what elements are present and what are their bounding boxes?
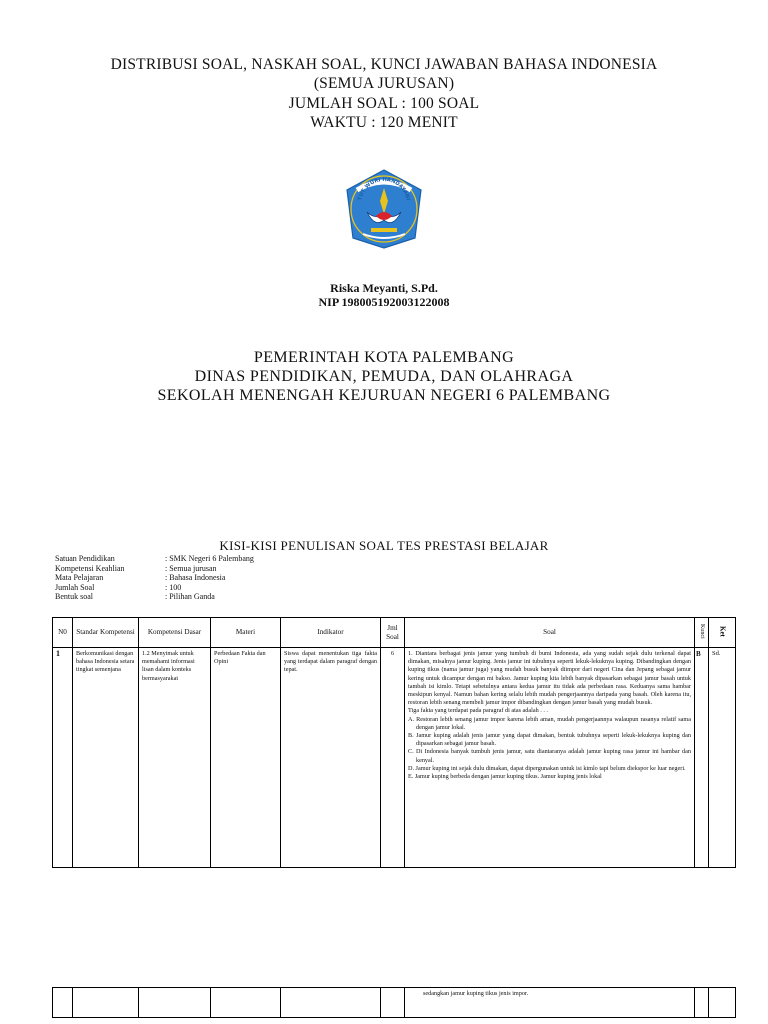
meta-value: : 100 (165, 582, 182, 592)
meta-value: : Semua jurusan (165, 563, 217, 573)
doc-title-line3: JUMLAH SOAL : 100 SOAL (288, 95, 480, 112)
cell-empty (709, 988, 736, 1018)
tut-wuri-handayani-logo (343, 168, 425, 250)
soal-option-d: D. Jamur kuping ini sejak dulu dimakan, dapat dipergunakan untuk isi kimlo tapi belum diekspor ke luar negeri. (408, 764, 686, 772)
cell-empty (381, 988, 405, 1018)
header-indikator: Indikator (281, 618, 381, 648)
header-soal: Soal (405, 618, 695, 648)
cell-ket: Sd. (709, 648, 736, 868)
meta-key: Kompetensi Keahlian (55, 563, 125, 573)
table-row (53, 988, 736, 1018)
cell-jml-soal: 6 (381, 648, 405, 868)
table-row (53, 648, 736, 868)
cell-empty (695, 988, 709, 1018)
soal-option-e: E. Jamur kuping berbeda dengan jamur kuping tikus. Jamur kuping jenis lokal (408, 773, 602, 781)
cell-no: 1 (53, 648, 73, 868)
institution-line2: DINAS PENDIDIKAN, PEMUDA, DAN OLAHRAGA (194, 368, 574, 385)
table-header-row (53, 618, 736, 648)
logo-motto: TUT WURI HANDAYANI (357, 176, 411, 202)
kisi-meta (55, 554, 355, 602)
cell-empty (281, 988, 381, 1018)
meta-value: : SMK Negeri 6 Palembang (165, 554, 254, 563)
cell-empty (73, 988, 139, 1018)
header-ket: Ket (718, 625, 727, 637)
header-kunci: Kunci (698, 623, 705, 639)
soal-option-c: C. Di Indonesia banyak tumbuh jenis jamur, satu diantaranya adalah jamur kuping rasa jamur ini hambar dan kenyal. (408, 748, 691, 764)
kisi-table (52, 617, 736, 868)
cell-empty (53, 988, 73, 1018)
header-standar-kompetensi: Standar Kompetensi (73, 618, 139, 648)
meta-row (55, 583, 355, 593)
soal-stem: 1. Diantara berbagai jenis jamur yang tumbuh di bumi Indonesia, ada yang sudah sejak dulu terkenal dapat dimakan, misalnya jamur kuping. Jenis jamur ini tubuhnya seperti lekuk-lekuknya kuping. Dibandingkan dengan kuping tikus (nama jamur juga) yang mudah busuk banyak diimpor dari negeri Cina dan Jepang sebagai jamur kering untuk dicampur dengan mi bakso. Jamur kuping kita lebih banyak dipasarkan sebagai jamur basah untuk tambah isi kimlo. Tetapi sebetulnya antara kedua jamur itu tidak ada perbedaan rasa. Keduanya sama hambar meskipun kenyal. Namun bahan kering selalu lebih mudah pengerjaannya daripada yang basah. Oleh karena itu, restoran lebih senang membeli jamur impor dibandingkan dengan jamur basah yang mudah busuk. (408, 650, 691, 707)
meta-row (55, 573, 355, 583)
kisi-table-continued (52, 987, 736, 1018)
author-name: Riska Meyanti, S.Pd. (330, 281, 438, 295)
meta-key: Bentuk soal (55, 592, 93, 602)
institution-line1: PEMERINTAH KOTA PALEMBANG (253, 349, 515, 366)
cell-empty (211, 988, 281, 1018)
author-nip: NIP 198005192003122008 (318, 295, 450, 309)
meta-value: : Pilihan Ganda (165, 592, 215, 602)
institution-line3: SEKOLAH MENENGAH KEJURUAN NEGERI 6 PALEMBANG (157, 387, 611, 404)
cell-soal (405, 648, 695, 868)
doc-title-line4: WAKTU : 120 MENIT (310, 114, 458, 131)
header-jml-soal: Jml Soal (381, 618, 405, 648)
header-kunci-cell (695, 618, 709, 648)
cell-materi: Perbedaan Fakta dan Opini (211, 648, 281, 868)
cell-kunci: B (695, 648, 709, 868)
cell-kompetensi-dasar: 1.2 Menyimak untuk memahami informasi lisan dalam konteks bermasyarakat (139, 648, 211, 868)
header-kompetensi-dasar: Kompetensi Dasar (139, 618, 211, 648)
header-no: N0 (53, 618, 73, 648)
header-ket-cell (709, 618, 736, 648)
cell-empty (139, 988, 211, 1018)
soal-question: Tiga fakta yang terdapat pada paragraf di atas adalah . . . (408, 707, 548, 715)
meta-key: Satuan Pendidikan (55, 554, 115, 563)
meta-key: Jumlah Soal (55, 582, 95, 592)
meta-row (55, 592, 355, 602)
kisi-title: KISI-KISI PENULISAN SOAL TES PRESTASI BELAJAR (219, 538, 549, 553)
doc-title-line1: DISTRIBUSI SOAL, NASKAH SOAL, KUNCI JAWABAN BAHASA INDONESIA (110, 56, 658, 73)
header-materi: Materi (211, 618, 281, 648)
meta-row (55, 564, 355, 574)
soal-option-a: A. Restoran lebih senang jamur impor karena lebih aman, mudah pengerjaannya walaupun rasanya relatif sama dengan jamur lokal. (408, 715, 691, 731)
meta-value: : Bahasa Indonesia (165, 573, 226, 583)
doc-title-line2: (SEMUA JURUSAN) (313, 75, 455, 92)
meta-key: Mata Pelajaran (55, 573, 104, 583)
cell-soal-continued: sedangkan jamur kuping tikus jenis impor. (405, 988, 695, 1018)
cell-indikator: Siswa dapat menentukan tiga fakta yang terdapat dalam paragraf dengan tepat. (281, 648, 381, 868)
soal-option-b: B. Jamur kuping adalah jenis jamur yang dapat dimakan, bentuk tubuhnya seperti lekuk-lekuknya kuping dan dipasarkan sebagai jamur basah. (408, 732, 691, 748)
meta-row (55, 554, 355, 564)
cell-standar-kompetensi: Berkomunikasi dengan bahasa Indonesia setara tingkat semenjana (73, 648, 139, 868)
